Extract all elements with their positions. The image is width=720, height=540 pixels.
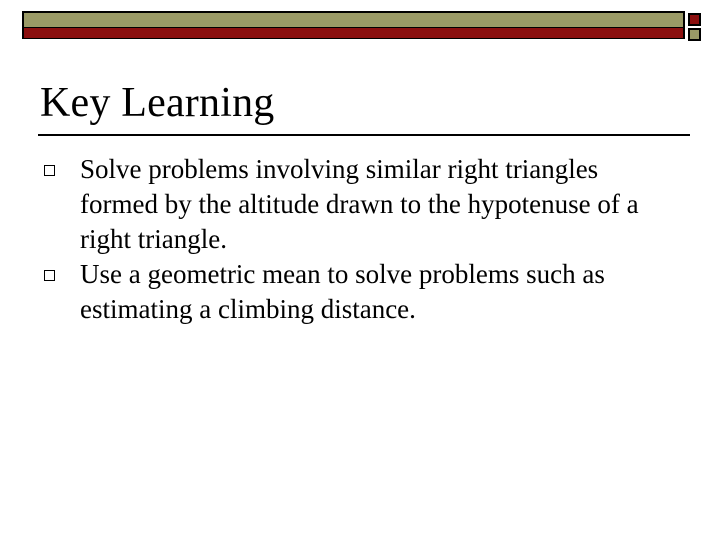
bullet-text: Solve problems involving similar right triangles formed by the altitude drawn to the hypotenuse of a right triangle. bbox=[80, 154, 639, 254]
title-divider bbox=[38, 134, 690, 136]
bullet-item bbox=[38, 257, 678, 327]
corner-square-dark-icon bbox=[688, 13, 701, 26]
hollow-square-bullet-icon bbox=[44, 270, 55, 281]
corner-square-light-icon bbox=[688, 28, 701, 41]
hollow-square-bullet-icon bbox=[44, 165, 55, 176]
bullet-list bbox=[38, 152, 678, 327]
slide-title: Key Learning bbox=[40, 80, 275, 126]
bullet-text: Use a geometric mean to solve problems such as estimating a climbing distance. bbox=[80, 259, 605, 324]
header-decorative-band bbox=[22, 11, 685, 39]
bullet-item bbox=[38, 152, 678, 257]
header-red-stripe bbox=[24, 27, 683, 38]
